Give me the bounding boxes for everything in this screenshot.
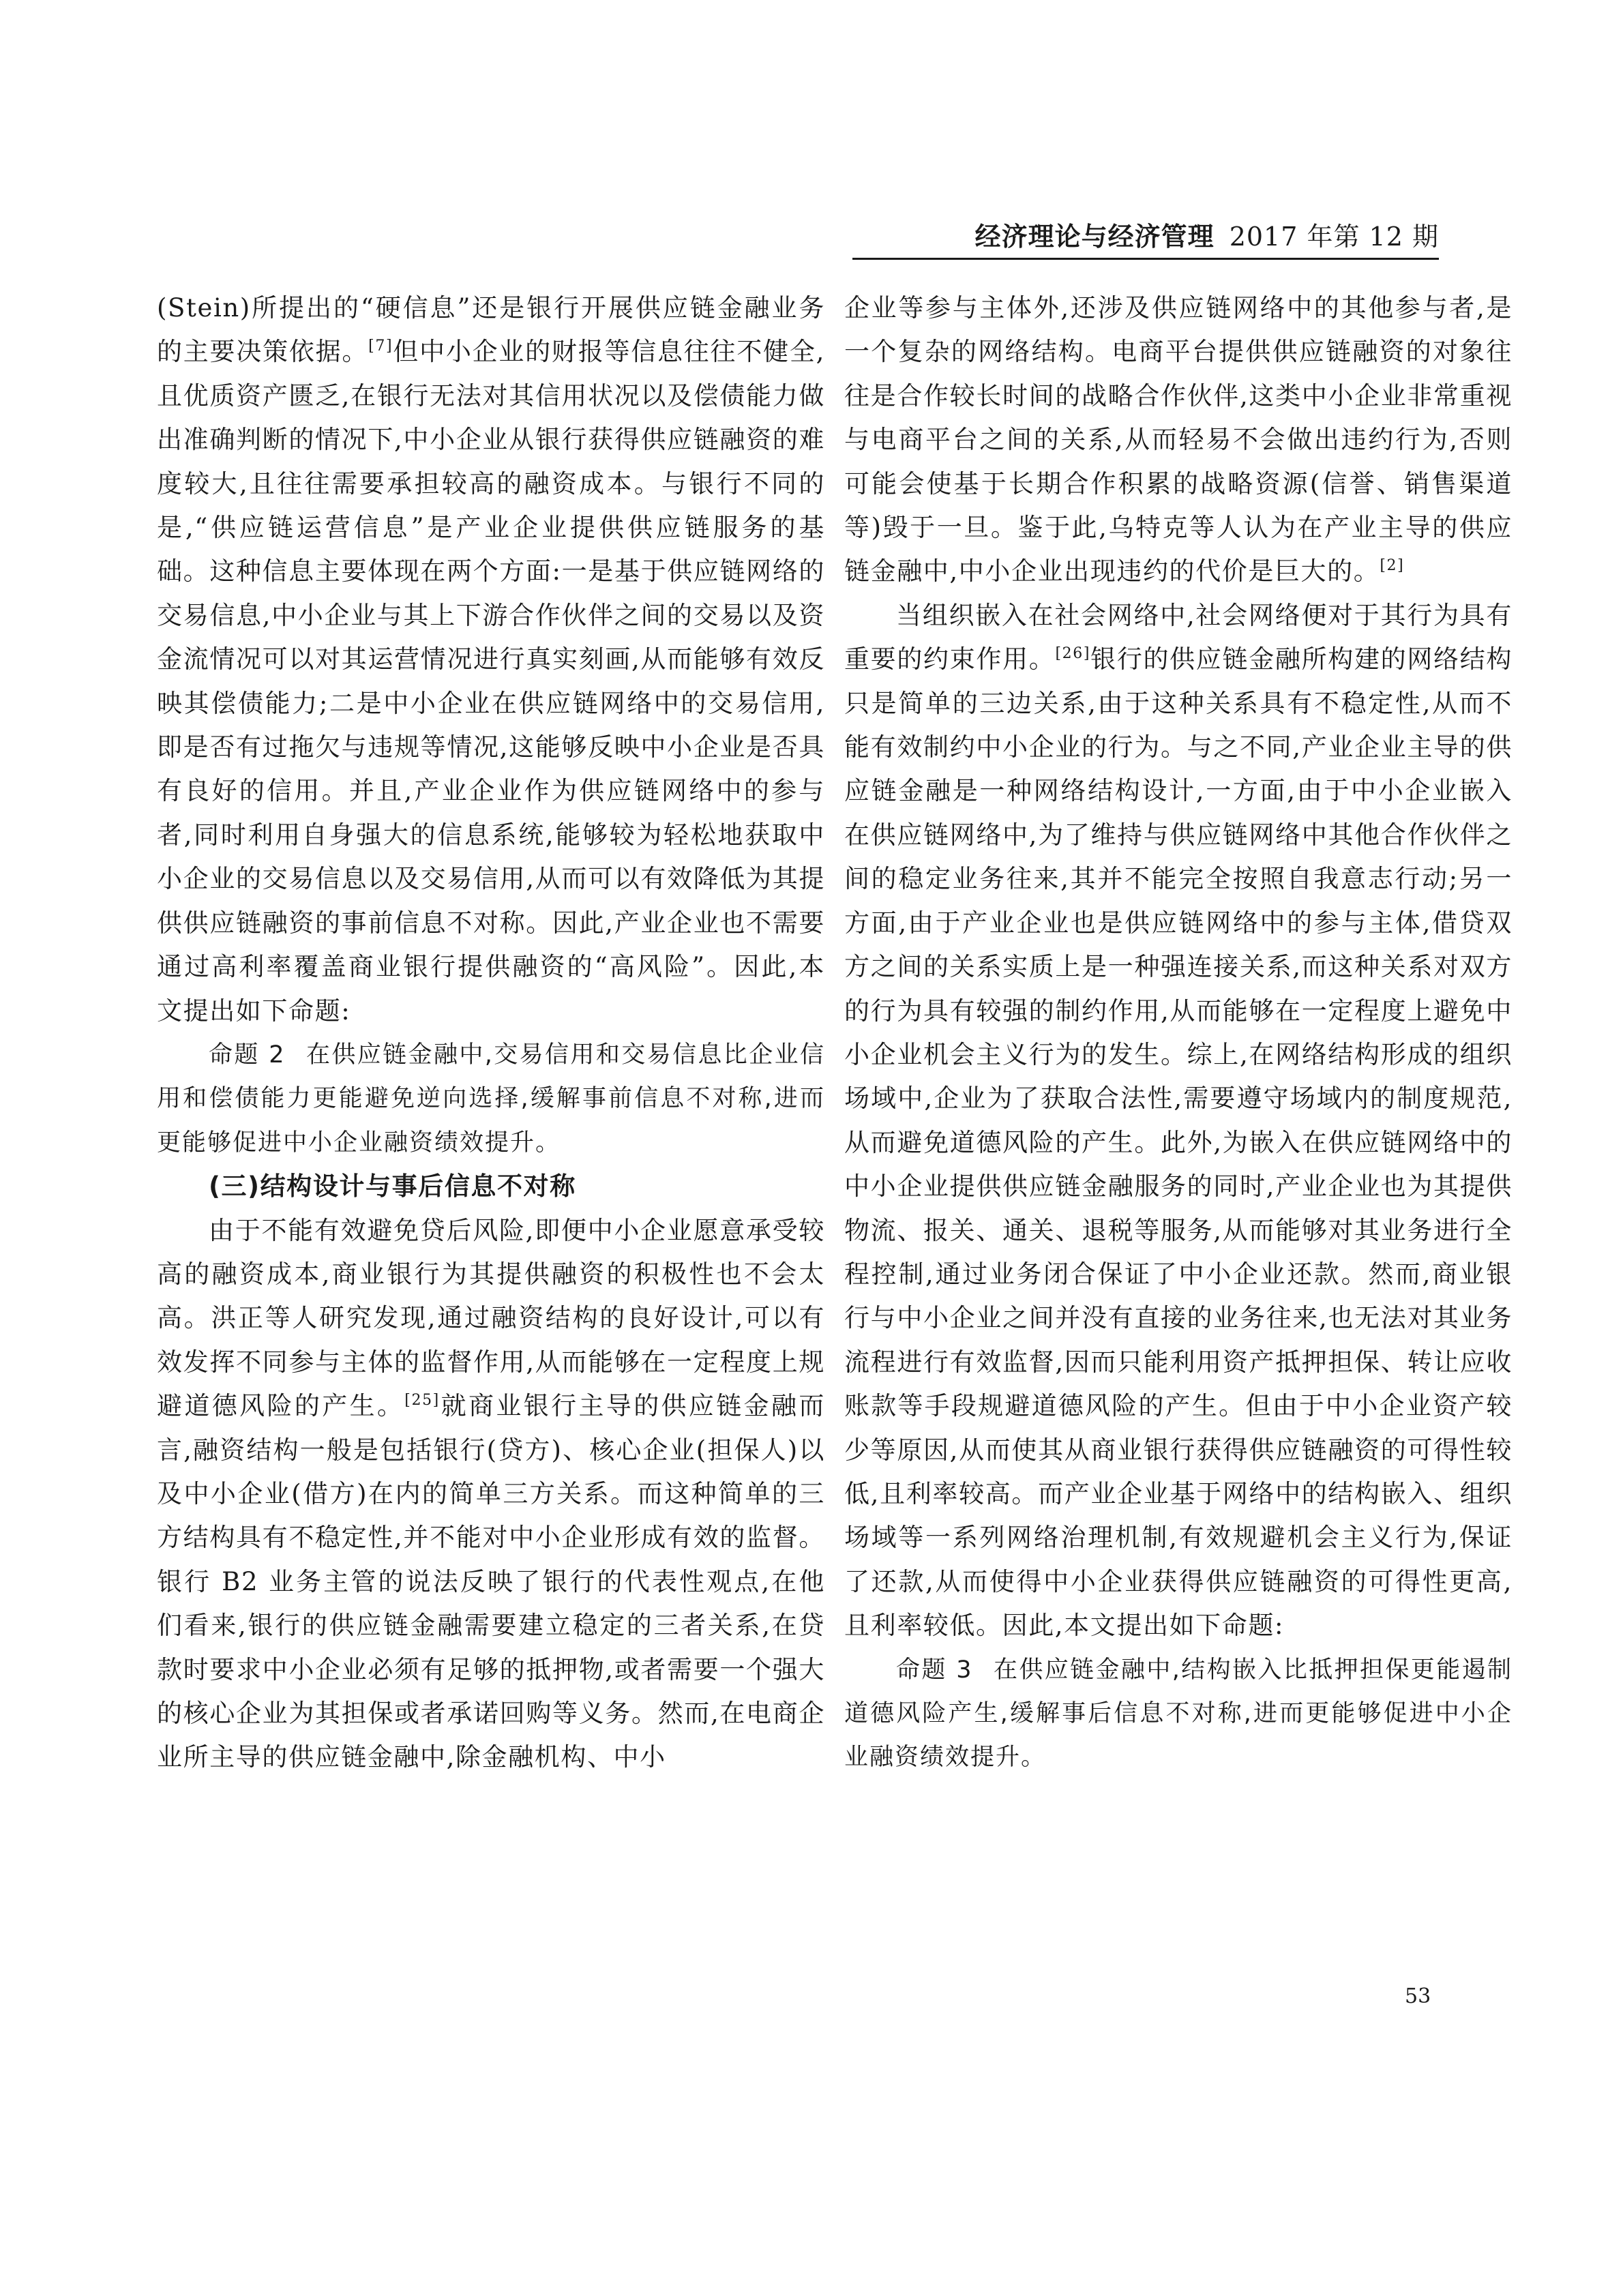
citation-marker: [26] (1055, 645, 1091, 663)
proposition (844, 1648, 1513, 1780)
body-paragraph (844, 286, 1513, 594)
citation-marker: [7] (368, 338, 393, 355)
body-paragraph (157, 286, 825, 1033)
page-number: 53 (1405, 1984, 1431, 2008)
paragraph-text: (Stein)所提出的“硬信息”还是银行开展供应链金融业务的主要决策依据。 (157, 293, 825, 367)
left-column (157, 286, 825, 1780)
paragraph-text: 但中小企业的财报等信息往往不健全,且优质资产匮乏,在银行无法对其信用状况以及偿债能力做出准确判断的情况下,中小企业从银行获得供应链融资的难度较大,且往往需要承担较高的融资成本。与银行不同的是,“供应链运营信息”是产业企业提供供应链服务的基础。这种信息主要体现在两个方面:一是基于供应链网络的交易信息,中小企业与其上下游合作伙伴之间的交易以及资金流情况可以对其运营情况进行真实刻画,从而能够有效反映其偿债能力;二是中小企业在供应链网络中的交易信用,即是否有过拖欠与违规等情况,这能够反映中小企业是否具有良好的信用。并且,产业企业作为供应链网络中的参与者,同时利用自身强大的信息系统,能够较为轻松地获取中小企业的交易信息以及交易信用,从而可以有效降低为其提供供应链融资的事前信息不对称。因此,产业企业也不需要通过高利率覆盖商业银行提供融资的“高风险”。因此,本文提出如下命题: (157, 337, 825, 1026)
section-heading: (三)结构设计与事后信息不对称 (209, 1172, 576, 1202)
journal-name: 经济理论与经济管理 (974, 222, 1215, 252)
citation-marker: [2] (1380, 557, 1405, 575)
paragraph-text: 银行的供应链金融所构建的网络结构只是简单的三边关系,由于这种关系具有不稳定性,从而不能有效制约中小企业的行为。与之不同,产业企业主导的供应链金融是一种网络结构设计,一方面,由于中小企业嵌入在供应链网络中,为了维持与供应链网络中其他合作伙伴之间的稳定业务往来,其并不能完全按照自我意志行动;另一方面,由于产业企业也是供应链网络中的参与主体,借贷双方之间的关系实质上是一种强连接关系,而这种关系对双方的行为具有较强的制约作用,从而能够在一定程度上避免中小企业机会主义行为的发生。综上,在网络结构形成的组织场域中,企业为了获取合法性,需要遵守场域内的制度规范,从而避免道德风险的产生。此外,为嵌入在供应链网络中的中小企业提供供应链金融服务的同时,产业企业也为其提供物流、报关、通关、退税等服务,从而能够对其业务进行全程控制,通过业务闭合保证了中小企业还款。然而,商业银行与中小企业之间并没有直接的业务往来,也无法对其业务流程进行有效监督,因而只能利用资产抵押担保、转让应收账款等手段规避道德风险的产生。但由于中小企业资产较少等原因,从而使其从商业银行获得供应链融资的可得性较低,且利率较高。而产业企业基于网络中的结构嵌入、组织场域等一系列网络治理机制,有效规避机会主义行为,保证了还款,从而使得中小企业获得供应链融资的可得性更高,且利率较低。因此,本文提出如下命题: (844, 644, 1513, 1641)
paragraph-text: 企业等参与主体外,还涉及供应链网络中的其他参与者,是一个复杂的网络结构。电商平台提供供应链融资的对象往往是合作较长时间的战略合作伙伴,这类中小企业非常重视与电商平台之间的关系,从而轻易不会做出违约行为,否则可能会使基于长期合作积累的战略资源(信誉、销售渠道等)毁于一旦。鉴于此,乌特克等人认为在产业主导的供应链金融中,中小企业出现违约的代价是巨大的。 (844, 293, 1513, 586)
proposition-text: 在供应链金融中,结构嵌入比抵押担保更能遏制道德风险产生,缓解事后信息不对称,进而更能够促进中小企业融资绩效提升。 (844, 1656, 1513, 1772)
right-column (844, 286, 1513, 1780)
header-rule (852, 258, 1439, 260)
body-paragraph (157, 1209, 825, 1780)
body-paragraph (844, 594, 1513, 1648)
running-header (968, 220, 1439, 254)
proposition-label: 命题 3 (896, 1656, 973, 1684)
proposition (157, 1033, 825, 1165)
paragraph-text: 就商业银行主导的供应链金融而言,融资结构一般是包括银行(贷方)、核心企业(担保人)以及中小企业(借方)在内的简单三方关系。而这种简单的三方结构具有不稳定性,并不能对中小企业形成有效的监督。银行 B2 业务主管的说法反映了银行的代表性观点,在他们看来,银行的供应链金融需要建立稳定的三者关系,在贷款时要求中小企业必须有足够的抵押物,或者需要一个强大的核心企业为其担保或者承诺回购等义务。然而,在电商企业所主导的供应链金融中,除金融机构、中小 (157, 1391, 825, 1772)
paragraph-text: 由于不能有效避免贷后风险,即便中小企业愿意承受较高的融资成本,商业银行为其提供融资的积极性也不会太高。洪正等人研究发现,通过融资结构的良好设计,可以有效发挥不同参与主体的监督作用,从而能够在一定程度上规避道德风险的产生。 (157, 1215, 825, 1421)
paragraph-text: 当组织嵌入在社会网络中,社会网络便对于其行为具有重要的约束作用。 (844, 600, 1513, 674)
proposition-label: 命题 2 (209, 1041, 286, 1069)
issue-label: 2017 年第 12 期 (1229, 222, 1439, 252)
citation-marker: [25] (404, 1392, 440, 1410)
proposition-text: 在供应链金融中,交易信用和交易信息比企业信用和偿债能力更能避免逆向选择,缓解事前信息不对称,进而更能够促进中小企业融资绩效提升。 (157, 1041, 825, 1157)
